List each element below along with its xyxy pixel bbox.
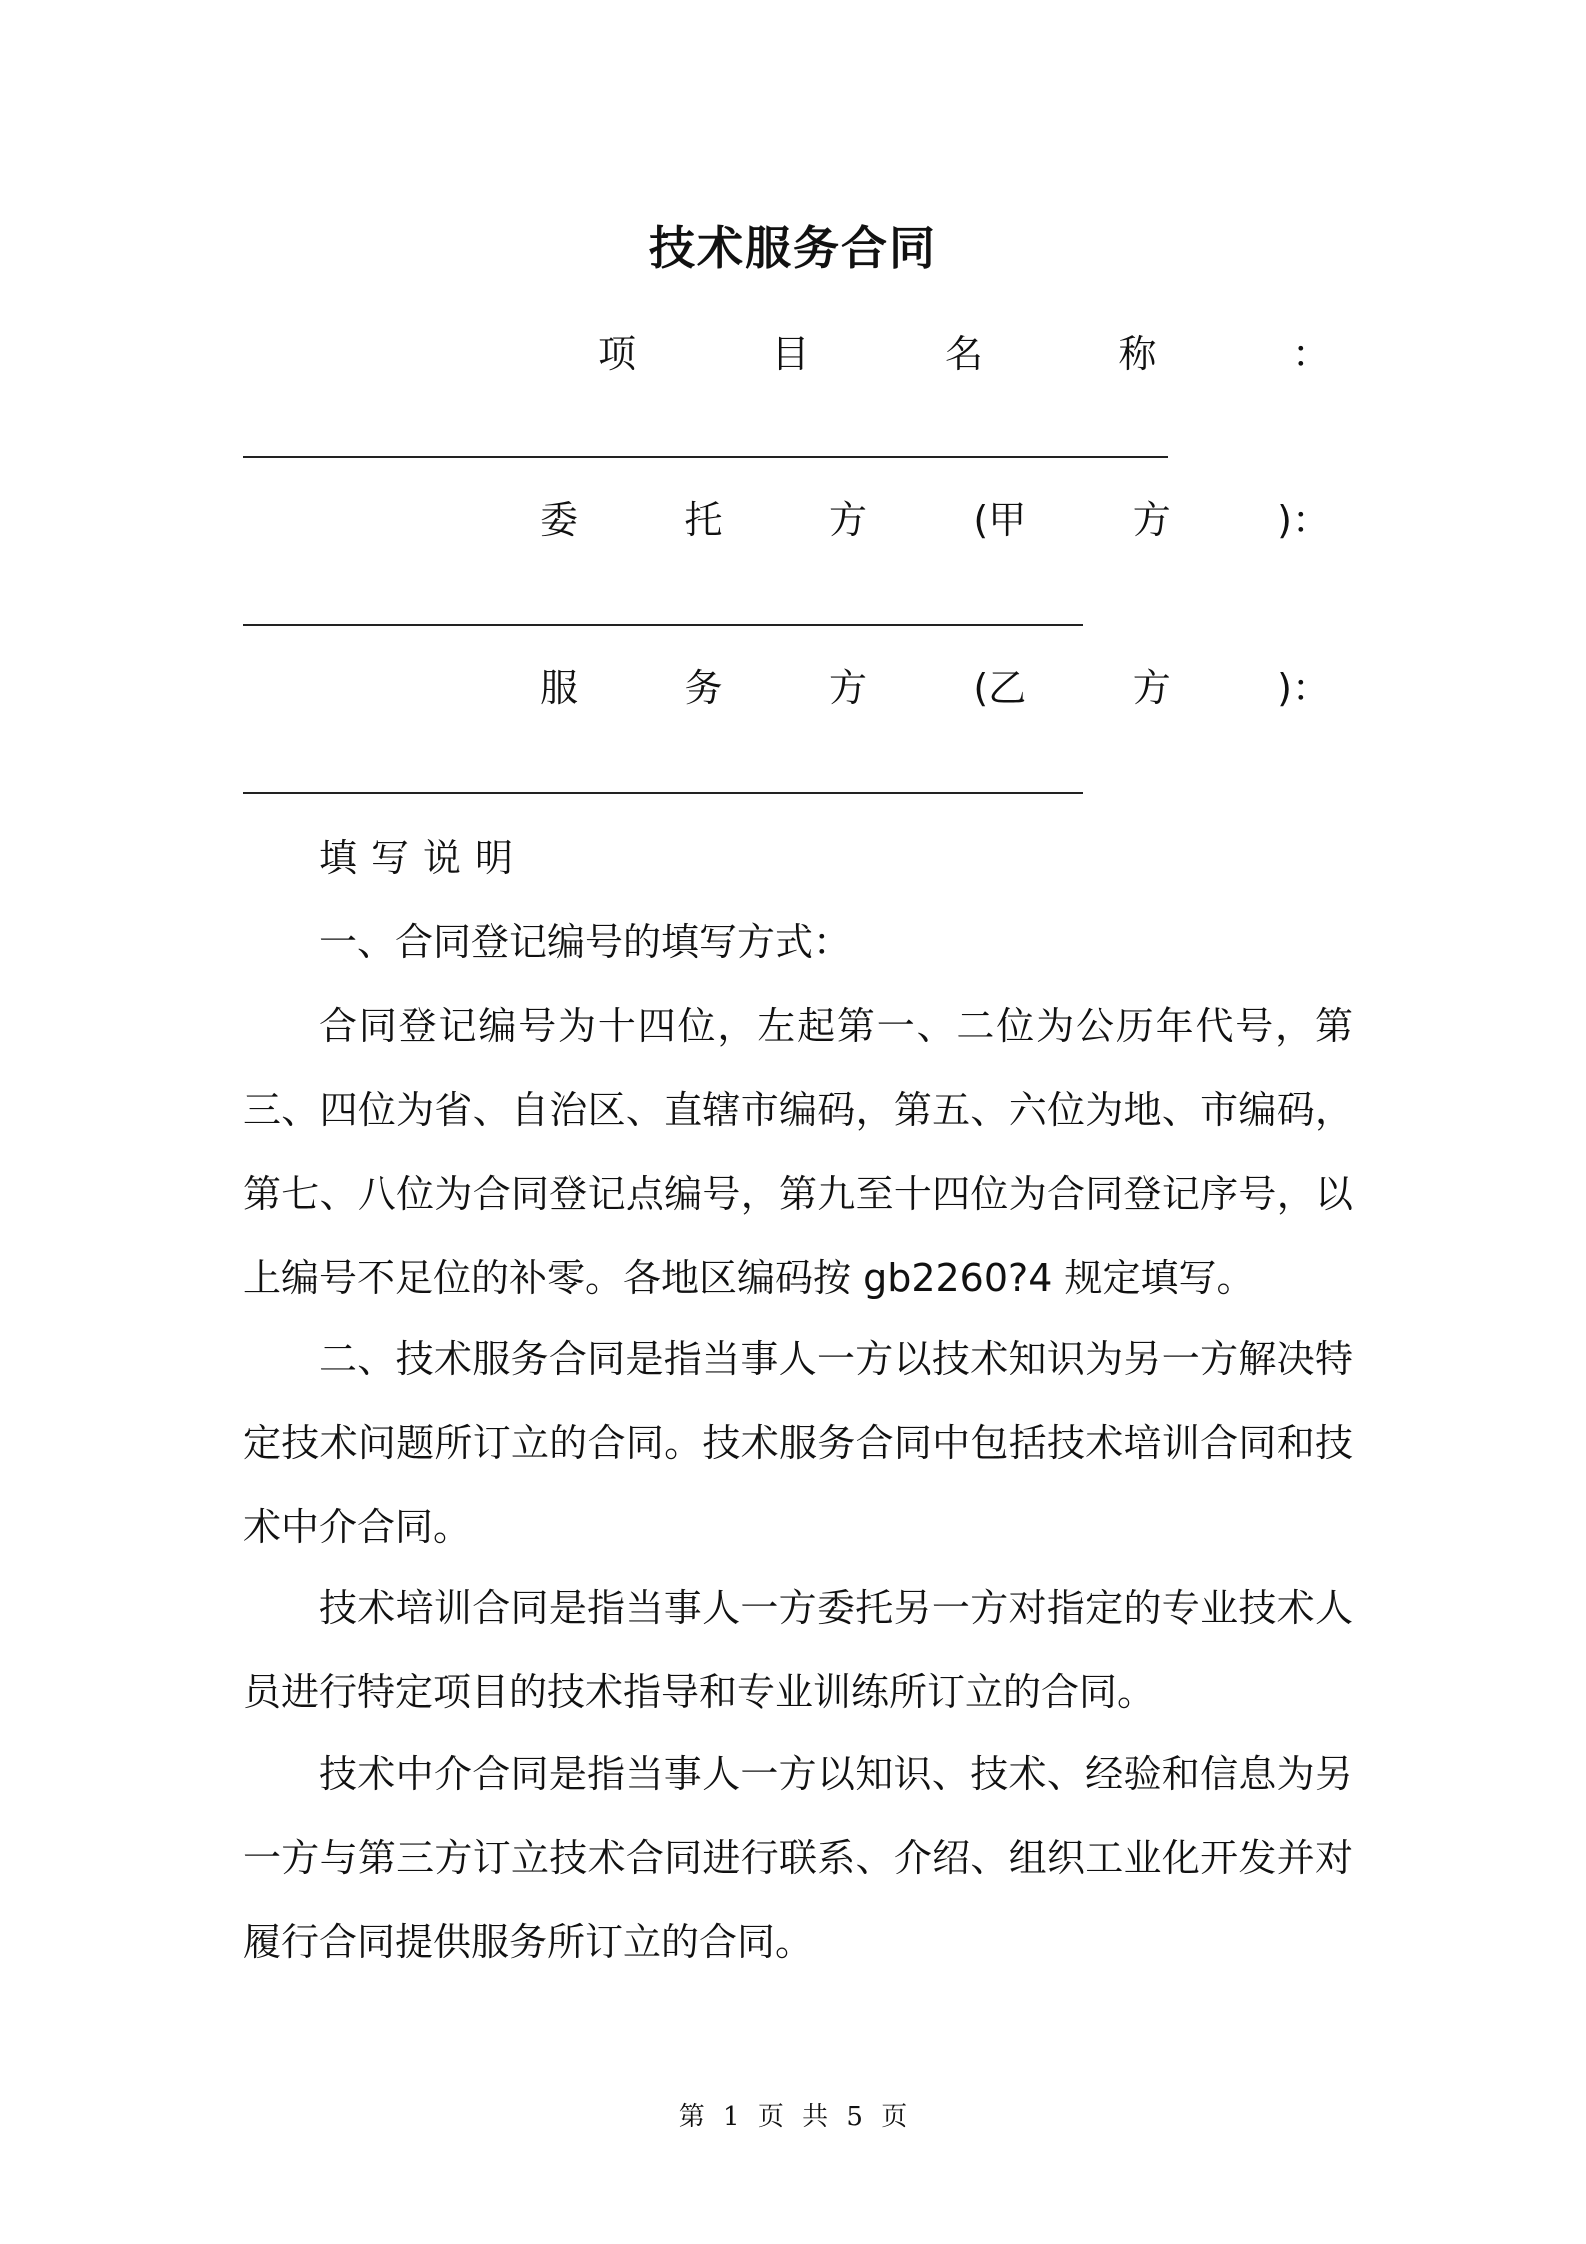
agency-contract-paragraph: 技术中介合同是指当事人一方以知识、技术、经验和信息为另一方与第三方订立技术合同进行联系、介绍、组织工业化开发并对履行合同提供服务所订立的合同。 xyxy=(243,1752,1353,1964)
client-blank-line xyxy=(243,624,1083,626)
label-char: 方 xyxy=(1132,498,1171,542)
label-char: 方 xyxy=(828,666,867,710)
label-char: 务 xyxy=(684,666,723,710)
client-label xyxy=(540,494,1330,546)
label-char: 项 xyxy=(598,332,637,376)
label-char: )： xyxy=(1277,666,1330,710)
label-char: (甲 xyxy=(973,498,1027,542)
page-title: 技术服务合同 xyxy=(649,221,937,275)
section1-body: 合同登记编号为十四位，左起第一、二位为公历年代号，第三、四位为省、自治区、直辖市编码，第五、六位为地、市编码，第七、八位为合同登记点编号，第九至十四位为合同登记序号，以上编号不足位的补零。各地区编码按 gb2260?4 规定填写。 xyxy=(243,1004,1353,1300)
project-name-label xyxy=(598,328,1330,380)
project-name-blank-line xyxy=(243,456,1168,458)
instructions-heading: 填写说明 xyxy=(319,836,528,880)
label-char: )： xyxy=(1277,498,1330,542)
label-char: 服 xyxy=(540,666,579,710)
provider-label xyxy=(540,662,1330,714)
provider-blank-line xyxy=(243,792,1083,794)
page-number-footer: 第 1 页 共 5 页 xyxy=(678,2102,908,2132)
label-char: ： xyxy=(1291,332,1330,376)
section1-heading: 一、合同登记编号的填写方式： xyxy=(319,920,852,964)
section2-body: 二、技术服务合同是指当事人一方以技术知识为另一方解决特定技术问题所订立的合同。技术服务合同中包括技术培训合同和技术中介合同。 xyxy=(243,1337,1353,1549)
label-char: (乙 xyxy=(973,666,1027,710)
label-char: 称 xyxy=(1118,332,1157,376)
label-char: 方 xyxy=(828,498,867,542)
training-contract-paragraph: 技术培训合同是指当事人一方委托另一方对指定的专业技术人员进行特定项目的技术指导和专业训练所订立的合同。 xyxy=(243,1586,1353,1714)
label-char: 托 xyxy=(684,498,723,542)
label-char: 名 xyxy=(944,332,983,376)
label-char: 目 xyxy=(771,332,810,376)
label-char: 委 xyxy=(540,498,579,542)
label-char: 方 xyxy=(1132,666,1171,710)
